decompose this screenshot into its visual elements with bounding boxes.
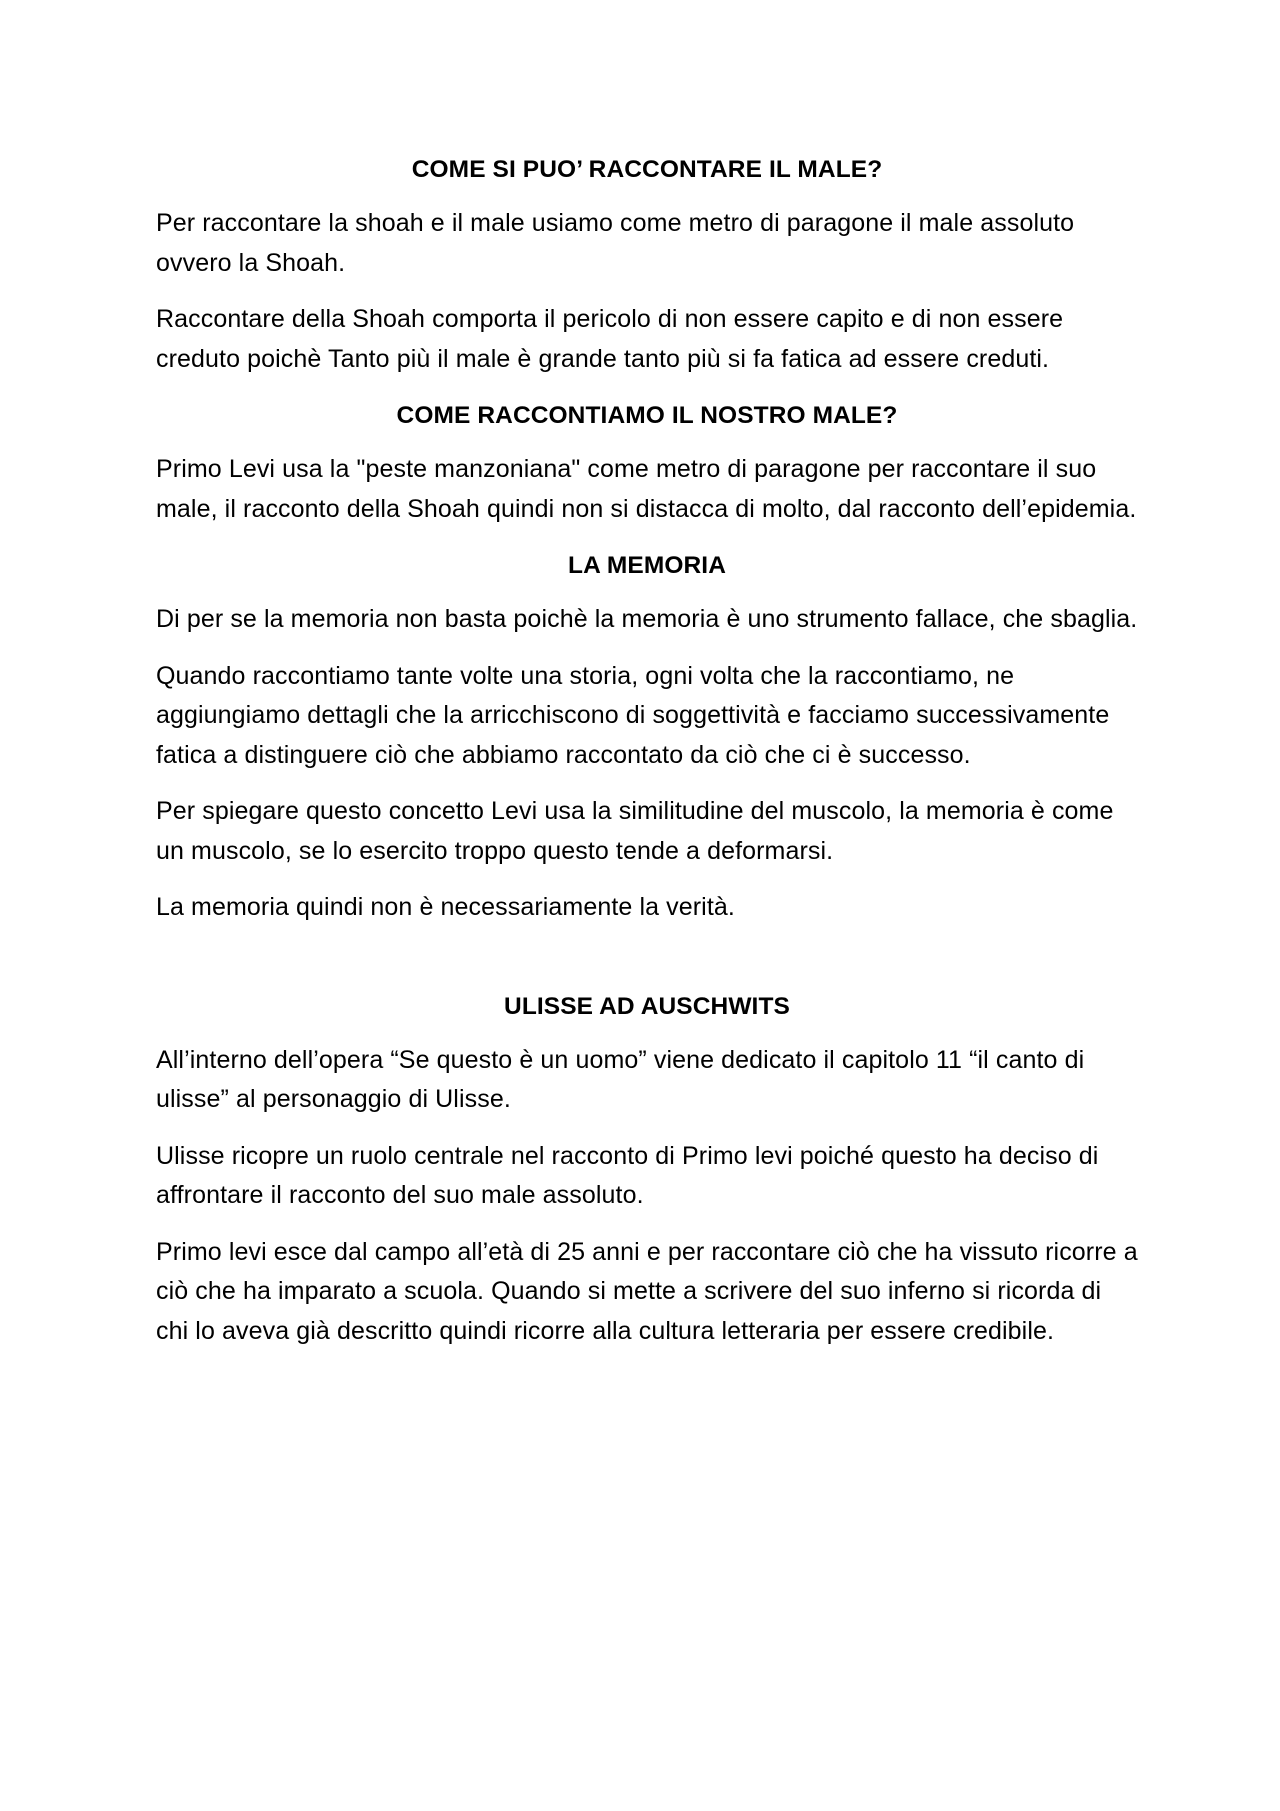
section-nostro-male — [156, 396, 1138, 529]
blank-line — [156, 945, 1138, 987]
paragraph: Primo levi esce dal campo all’età di 25 anni e per raccontare ciò che ha vissuto ricorre a ciò che ha imparato a scuola. Quando si mette a scrivere del suo inferno si ricorda di chi lo aveva già descritto quindi ricorre alla cultura letteraria per essere credibile. — [156, 1237, 1138, 1345]
paragraph: Primo Levi usa la "peste manzoniana" come metro di paragone per raccontare il suo male, il racconto della Shoah quindi non si distacca di molto, dal racconto dell’epidemia. — [156, 455, 1137, 523]
section-raccontare-il-male — [156, 150, 1138, 379]
section-ulisse — [156, 987, 1138, 1352]
paragraph: Di per se la memoria non basta poichè la memoria è uno strumento fallace, che sbaglia. — [156, 605, 1138, 633]
paragraph: Quando raccontiamo tante volte una storia, ogni volta che la raccontiamo, ne aggiungiamo dettagli che la arricchiscono di soggettività e facciamo successivamente fatica a distinguere ciò che abbiamo raccontato da ciò che ci è successo. — [156, 661, 1110, 769]
section-heading: COME SI PUO’ RACCONTARE IL MALE? — [411, 156, 883, 183]
paragraph: Per raccontare la shoah e il male usiamo come metro di paragone il male assoluto ovvero la Shoah. — [156, 209, 1075, 277]
document-page — [156, 150, 1138, 1368]
paragraph: La memoria quindi non è necessariamente la verità. — [156, 893, 735, 921]
paragraph: All’interno dell’opera “Se questo è un uomo” viene dedicato il capitolo 11 “il canto di ulisse” al personaggio di Ulisse. — [156, 1045, 1085, 1113]
section-heading: ULISSE AD AUSCHWITS — [504, 992, 790, 1020]
section-memoria — [156, 546, 1138, 928]
paragraph: Per spiegare questo concetto Levi usa la similitudine del muscolo, la memoria è come un muscolo, se lo esercito troppo questo tende a deformarsi. — [156, 797, 1114, 865]
section-heading: COME RACCONTIAMO IL NOSTRO MALE? — [396, 402, 898, 429]
section-heading: LA MEMORIA — [568, 552, 726, 579]
paragraph: Raccontare della Shoah comporta il pericolo di non essere capito e di non essere creduto poichè Tanto più il male è grande tanto più si fa fatica ad essere creduti. — [156, 305, 1064, 373]
paragraph: Ulisse ricopre un ruolo centrale nel racconto di Primo levi poiché questo ha deciso di affrontare il racconto del suo male assoluto. — [156, 1141, 1099, 1209]
